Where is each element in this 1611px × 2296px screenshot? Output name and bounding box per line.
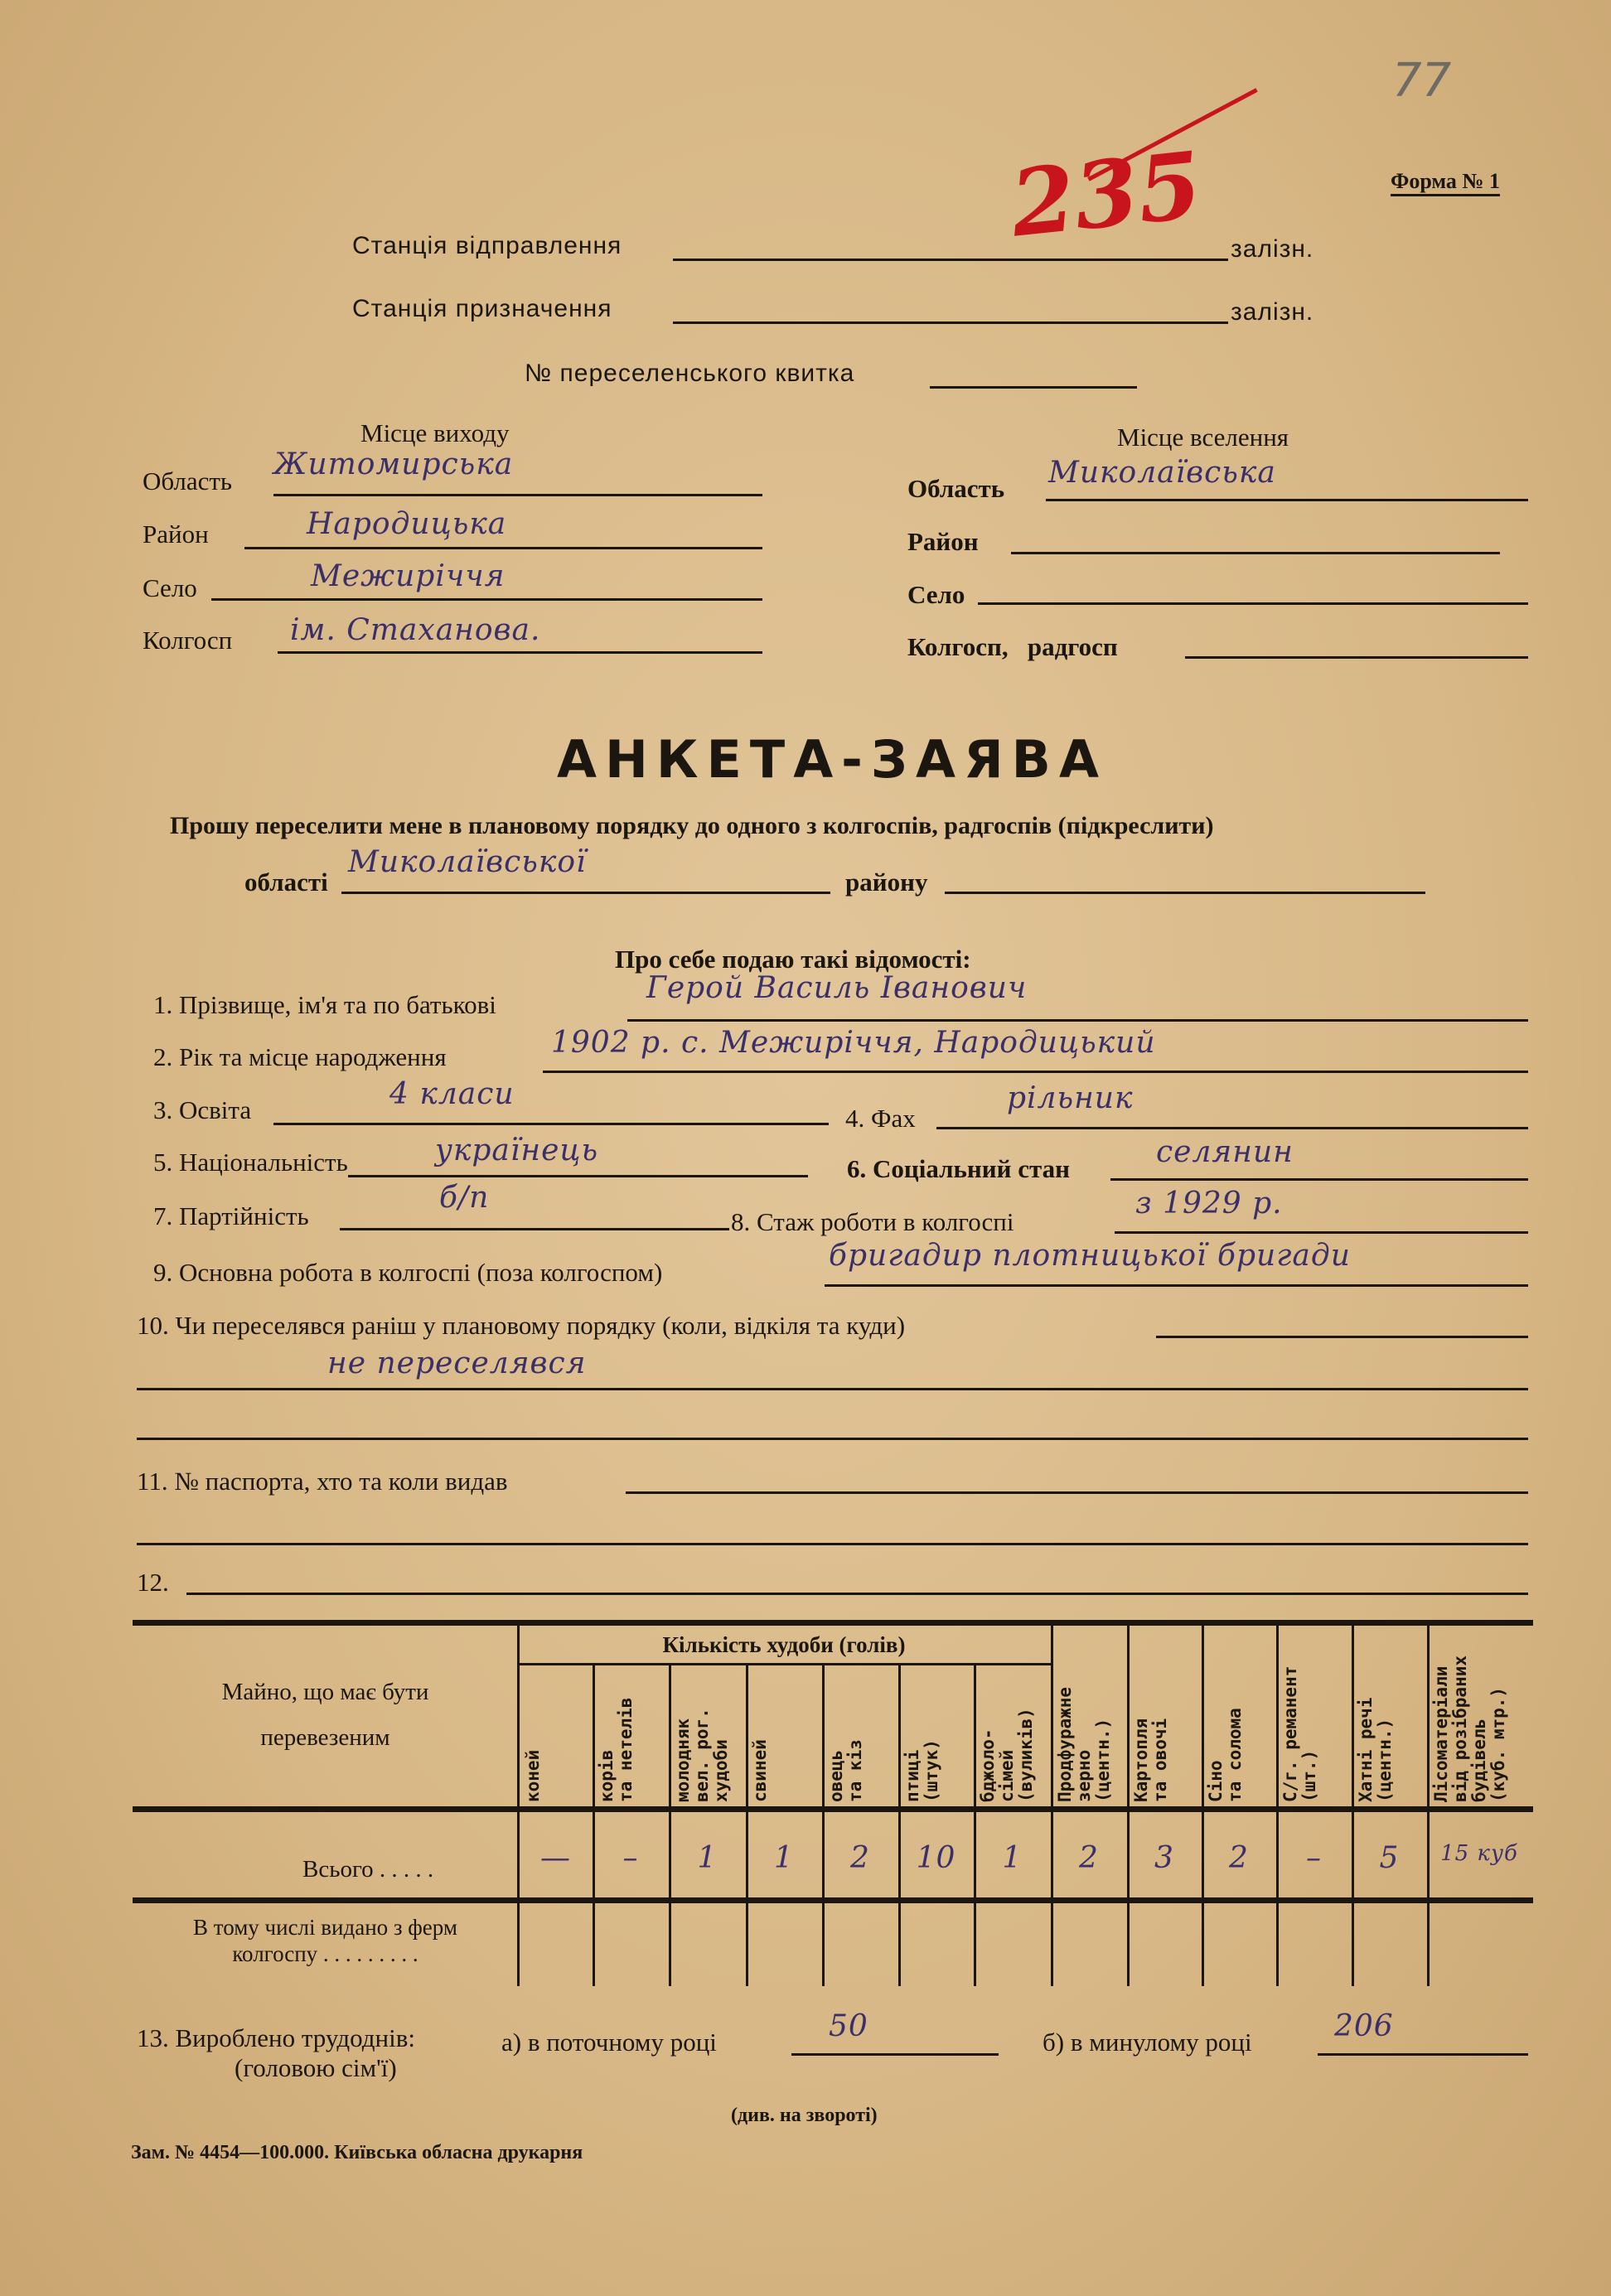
f8-line: [1115, 1231, 1528, 1234]
f2-value[interactable]: 1902 р. с. Межиріччя, Народицький: [551, 1026, 1156, 1060]
farm-cell[interactable]: [1202, 1906, 1276, 1980]
dest-raion-label: Район: [907, 527, 979, 556]
origin-kolhosp-line: [278, 651, 762, 654]
f2-line: [543, 1071, 1528, 1073]
farm-label: В тому числі видано з ферм колгоспу . . . . . . . . .: [193, 1915, 457, 1966]
column-header: коней: [523, 1749, 543, 1802]
origin-raion-label: Район: [143, 520, 209, 549]
farm-cell[interactable]: [669, 1906, 746, 1980]
f3-label: 3. Освіта: [153, 1095, 252, 1124]
dest-village-line[interactable]: [978, 602, 1528, 605]
origin-raion-line: [244, 547, 762, 549]
destination-label: Станція призначення: [352, 295, 612, 322]
column-header: Продфуражне зерно (центн.): [1055, 1686, 1113, 1802]
f7-value[interactable]: б/п: [439, 1181, 490, 1215]
destination-heading: Місце вселення: [1117, 423, 1289, 452]
farm-cell[interactable]: [519, 1906, 593, 1980]
livestock-group-header: Кількість худоби (голів): [662, 1632, 906, 1657]
f4-label: 4. Фах: [845, 1104, 916, 1133]
origin-village-value[interactable]: Межиріччя: [311, 559, 506, 593]
total-cell[interactable]: –: [1306, 1841, 1322, 1875]
f2-label: 2. Рік та місце народження: [153, 1042, 447, 1071]
f10-line-3[interactable]: [137, 1438, 1528, 1440]
request-oblast-value[interactable]: Миколаївської: [348, 845, 587, 879]
farm-cell[interactable]: [1051, 1906, 1127, 1980]
column-header: молодняк вел. рог. худоби: [673, 1708, 731, 1802]
total-label: Всього . . . . .: [302, 1856, 434, 1883]
intro-text: Про себе подаю такі відомості:: [615, 945, 971, 974]
total-cell[interactable]: 2: [1229, 1841, 1249, 1875]
request-text: Прошу переселити мене в плановому порядку до одного з колгоспів, радгоспів (підкреслити): [170, 812, 1214, 839]
origin-raion-value[interactable]: Народицька: [307, 507, 507, 541]
see-reverse: (див. на звороті): [731, 2105, 878, 2126]
origin-oblast-label: Область: [143, 466, 233, 495]
farm-cell[interactable]: [898, 1906, 974, 1980]
total-cell[interactable]: 5: [1379, 1841, 1400, 1875]
column-header: С/г. реманент (шт.): [1280, 1665, 1319, 1802]
f9-value[interactable]: бригадир плотницької бригади: [829, 1239, 1351, 1273]
form-title: АНКЕТА-ЗАЯВА: [557, 729, 1107, 790]
farm-cell[interactable]: [1352, 1906, 1427, 1980]
column-header: Лісоматеріали від розібраних будівель (куб. мтр.): [1431, 1655, 1508, 1802]
f11-label: 11. № паспорта, хто та коли видав: [137, 1467, 508, 1496]
f6-line: [1110, 1178, 1528, 1181]
farm-cell[interactable]: [746, 1906, 822, 1980]
destination-line[interactable]: [673, 321, 1228, 324]
column-header: корів та нетелів: [597, 1697, 636, 1802]
departure-line[interactable]: [673, 259, 1228, 261]
farm-cell[interactable]: [974, 1906, 1051, 1980]
f12-line[interactable]: [186, 1593, 1528, 1595]
f1-value[interactable]: Герой Василь Іванович: [646, 971, 1028, 1005]
workdays-previous-value[interactable]: 206: [1334, 2009, 1394, 2043]
departure-label: Станція відправлення: [352, 232, 622, 259]
f12-label: 12.: [137, 1568, 169, 1597]
f5-line: [348, 1175, 808, 1177]
total-cell[interactable]: 1: [697, 1841, 718, 1875]
f1-label: 1. Прізвище, ім'я та по батькові: [153, 990, 496, 1019]
column-header: Хатні речі (центн.): [1356, 1697, 1395, 1802]
farm-cell[interactable]: [822, 1906, 898, 1980]
total-cell[interactable]: –: [622, 1841, 639, 1875]
archive-number: 77: [1392, 54, 1452, 108]
workdays-previous-line: [1318, 2053, 1528, 2056]
origin-oblast-line: [273, 494, 762, 496]
request-oblast-label: області: [244, 868, 328, 897]
total-cell[interactable]: 15 куб: [1440, 1841, 1518, 1866]
column-header: бджоло- сімей (вуликів): [978, 1708, 1036, 1802]
rail-suffix: залізн.: [1231, 235, 1314, 263]
origin-kolhosp-label: Колгосп: [143, 626, 233, 655]
f10-label: 10. Чи переселявся раніш у плановому порядку (коли, відкіля та куди): [137, 1311, 906, 1340]
column-header: птиці (штук): [902, 1739, 941, 1802]
farm-cell[interactable]: [1276, 1906, 1352, 1980]
column-header: Картопля та овочі: [1131, 1718, 1170, 1802]
workdays-previous-label: б) в минулому році: [1043, 2028, 1252, 2057]
header-bottom-border: [133, 1806, 1533, 1812]
f10-line: [1156, 1336, 1528, 1338]
printer-info: Зам. № 4454—100.000. Київська обласна друкарня: [131, 2142, 583, 2163]
f9-label: 9. Основна робота в колгоспі (поза колгоспом): [153, 1258, 663, 1287]
workdays-current-line: [791, 2053, 999, 2056]
f5-value[interactable]: українець: [435, 1133, 599, 1167]
total-cell[interactable]: 3: [1154, 1841, 1174, 1875]
column-header: свиней: [750, 1739, 770, 1802]
f3-value[interactable]: 4 класи: [389, 1077, 515, 1111]
table-top-border: [133, 1620, 1533, 1626]
origin-heading: Місце виходу: [360, 418, 510, 447]
request-oblast-line: [341, 892, 830, 894]
dest-kolhosp-line[interactable]: [1185, 656, 1528, 659]
f1-line: [627, 1019, 1528, 1022]
ticket-line[interactable]: [930, 386, 1137, 389]
dest-kolhosp-label: Колгосп, радгосп: [907, 632, 1118, 661]
f8-label: 8. Стаж роботи в колгоспі: [731, 1207, 1014, 1236]
total-cell[interactable]: 2: [850, 1841, 870, 1875]
form-number: Форма № 1: [1391, 169, 1500, 196]
f10-value[interactable]: не переселявся: [327, 1346, 587, 1380]
f9-line: [825, 1284, 1528, 1287]
total-cell[interactable]: 1: [1002, 1841, 1023, 1875]
total-cell[interactable]: —: [540, 1841, 571, 1875]
f7-label: 7. Партійність: [153, 1201, 309, 1230]
table-row-header: Майно, що має бути перевезеним: [221, 1679, 429, 1751]
farm-cell[interactable]: [1427, 1906, 1531, 1980]
f11-line-2[interactable]: [137, 1543, 1528, 1545]
farm-cell[interactable]: [593, 1906, 669, 1980]
column-header: Сіно та солома: [1206, 1708, 1245, 1802]
request-raion-label: району: [845, 868, 928, 897]
f8-value[interactable]: з 1929 р.: [1135, 1187, 1283, 1221]
red-number-annotation: 235: [1005, 131, 1207, 258]
origin-village-label: Село: [143, 573, 197, 602]
dest-oblast-line: [1046, 499, 1528, 501]
total-row-border: [133, 1897, 1533, 1903]
origin-village-line: [211, 598, 762, 601]
f10-line-2: [137, 1388, 1528, 1390]
f5-label: 5. Національність: [153, 1148, 348, 1177]
rail-suffix: залізн.: [1231, 298, 1314, 326]
farm-cell[interactable]: [1127, 1906, 1202, 1980]
f7-line: [340, 1228, 729, 1230]
f6-value[interactable]: селянин: [1156, 1135, 1294, 1169]
column-header: овець та кіз: [826, 1739, 865, 1802]
origin-kolhosp-value[interactable]: ім. Стаханова.: [290, 613, 541, 647]
total-cell[interactable]: 2: [1079, 1841, 1099, 1875]
workdays-label: 13. Вироблено трудоднів:: [137, 2023, 416, 2052]
workdays-sub: (головою сім'ї): [235, 2053, 397, 2082]
dest-village-label: Село: [907, 580, 965, 609]
ticket-label: № переселенського квитка: [525, 360, 855, 387]
dest-raion-line[interactable]: [1011, 552, 1500, 554]
workdays-current-label: а) в поточному році: [501, 2028, 717, 2057]
dest-oblast-label: Область: [907, 474, 1005, 503]
total-cell[interactable]: 1: [774, 1841, 794, 1875]
f11-line[interactable]: [626, 1491, 1528, 1494]
total-cell[interactable]: 10: [916, 1841, 956, 1875]
dest-oblast-value[interactable]: Миколаївська: [1048, 456, 1276, 490]
f4-value[interactable]: рільник: [1007, 1081, 1134, 1115]
f6-label: 6. Соціальний стан: [847, 1154, 1070, 1183]
f4-line: [936, 1127, 1528, 1129]
origin-oblast-value[interactable]: Житомирська: [273, 447, 514, 481]
request-raion-line[interactable]: [945, 892, 1425, 894]
f3-line: [273, 1123, 829, 1125]
workdays-current-value[interactable]: 50: [829, 2009, 868, 2043]
livestock-group-line: [519, 1663, 1051, 1665]
